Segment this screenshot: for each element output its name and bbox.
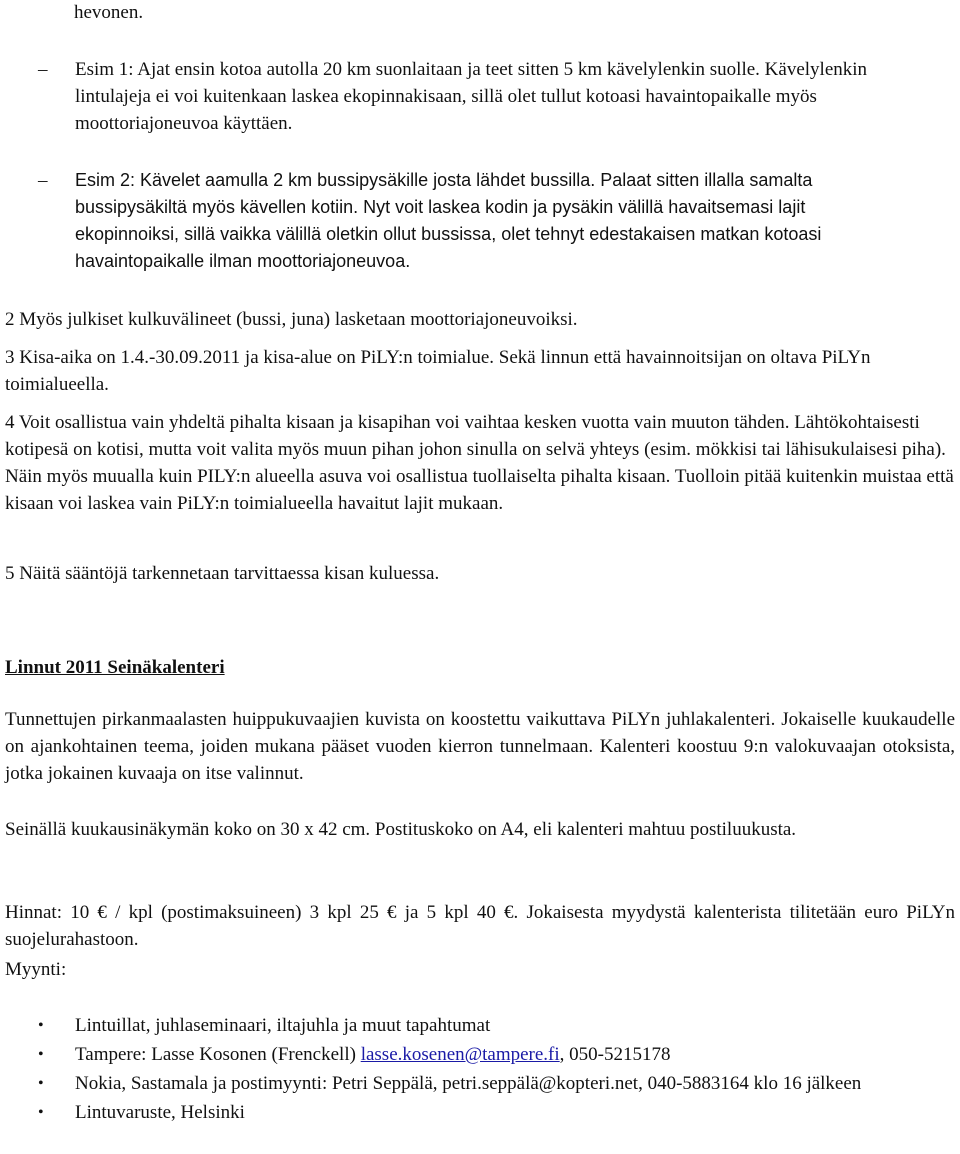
rule-5: 5 Näitä sääntöjä tarkennetaan tarvittaessa kisan kuluessa. [5, 563, 440, 584]
sales-item-text: Lintuvaruste, Helsinki [75, 1102, 245, 1123]
calendar-size: Seinällä kuukausinäkymän koko on 30 x 42 cm. Postituskoko on A4, eli kalenteri mahtuu postiluukusta. [5, 819, 797, 840]
bullet-icon: • [38, 1046, 44, 1063]
dash-marker: – [38, 170, 48, 191]
bullet-icon: • [38, 1075, 44, 1092]
sales-list [0, 1012, 960, 1128]
rule-2: 2 Myös julkiset kulkuvälineet (bussi, juna) lasketaan moottoriajoneuvoiksi. [5, 309, 578, 330]
rule-3: 3 Kisa-aika on 1.4.-30.09.2011 ja kisa-alue on PiLY:n toimialue. Sekä linnun että havainnoitsijan on oltava PiLYn toimialueella. [5, 347, 871, 395]
list-item [0, 1099, 960, 1126]
calendar-intro: Tunnettujen pirkanmaalasten huippukuvaajien kuvista on koostettu vaikuttava PiLYn juhlakalenteri. Jokaiselle kuukaudelle on ajankohtainen teema, joiden mukana pääset vuoden kierron tunnelmaan. Kalenteri koostuu 9:n valokuvaajan otoksista, jotka jokainen kuvaaja on itse valinnut. [5, 709, 955, 784]
list-item [0, 1041, 960, 1068]
bullet-icon: • [38, 1017, 44, 1034]
list-item [0, 1070, 960, 1097]
example-1 [22, 56, 922, 137]
list-item [0, 1012, 960, 1039]
continued-fragment: hevonen. [74, 2, 144, 23]
sales-label: Myynti: [5, 959, 67, 980]
example-2 [22, 167, 892, 275]
calendar-heading: Linnut 2011 Seinäkalenteri [5, 657, 225, 678]
calendar-prices: Hinnat: 10 € / kpl (postimaksuineen) 3 kpl 25 € ja 5 kpl 40 €. Jokaisesta myydystä kalenterista tilitetään euro PiLYn suojelurahastoon. [5, 902, 955, 950]
example-2-text: Esim 2: Kävelet aamulla 2 km bussipysäkille josta lähdet bussilla. Palaat sitten illalla samalta bussipysäkiltä myös kävellen kotiin. Nyt voit laskea kodin ja pysäkin välillä havaitsemasi lajit ekopinnoiksi, sillä vaikka välillä oletkin ollut bussissa, olet tehnyt edestakaisen matkan kotoasi havaintopaikalle ilman moottoriajoneuvoa. [75, 170, 822, 271]
sales-item-text: Lintuillat, juhlaseminaari, iltajuhla ja muut tapahtumat [75, 1015, 491, 1036]
sales-item-phone: , 050-5215178 [559, 1044, 671, 1065]
bullet-icon: • [38, 1104, 44, 1121]
rule-4: 4 Voit osallistua vain yhdeltä pihalta kisaan ja kisapihan voi vaihtaa kesken vuotta vain muuton tähden. Lähtökohtaisesti kotipesä on kotisi, mutta voit valita myös muun pihan johon sinulla on selvä yhteys (esim. mökkisi tai lähisukulaisesi piha). Näin myös muualla kuin PILY:n alueella asuva voi osallistua tuollaiselta pihalta kisaan. Tuolloin pitää kuitenkin muistaa että kisaan voi laskea vain PiLY:n toimialueella havaitut lajit mukaan. [5, 412, 954, 514]
sales-item-text: Nokia, Sastamala ja postimyynti: Petri Seppälä, petri.seppälä@kopteri.net, 040-5883164 klo 16 jälkeen [75, 1073, 862, 1094]
example-1-text: Esim 1: Ajat ensin kotoa autolla 20 km suonlaitaan ja teet sitten 5 km kävelylenkin suolle. Kävelylenkin lintulajeja ei voi kuitenkaan laskea ekopinnakisaan, sillä olet tullut kotoasi havaintopaikalle myös moottoriajoneuvoa käyttäen. [75, 59, 868, 134]
email-link[interactable]: lasse.kosenen@tampere.fi [360, 1044, 560, 1065]
sales-item-text: Tampere: Lasse Kosonen (Frenckell) [75, 1044, 361, 1065]
dash-marker: – [38, 59, 48, 80]
